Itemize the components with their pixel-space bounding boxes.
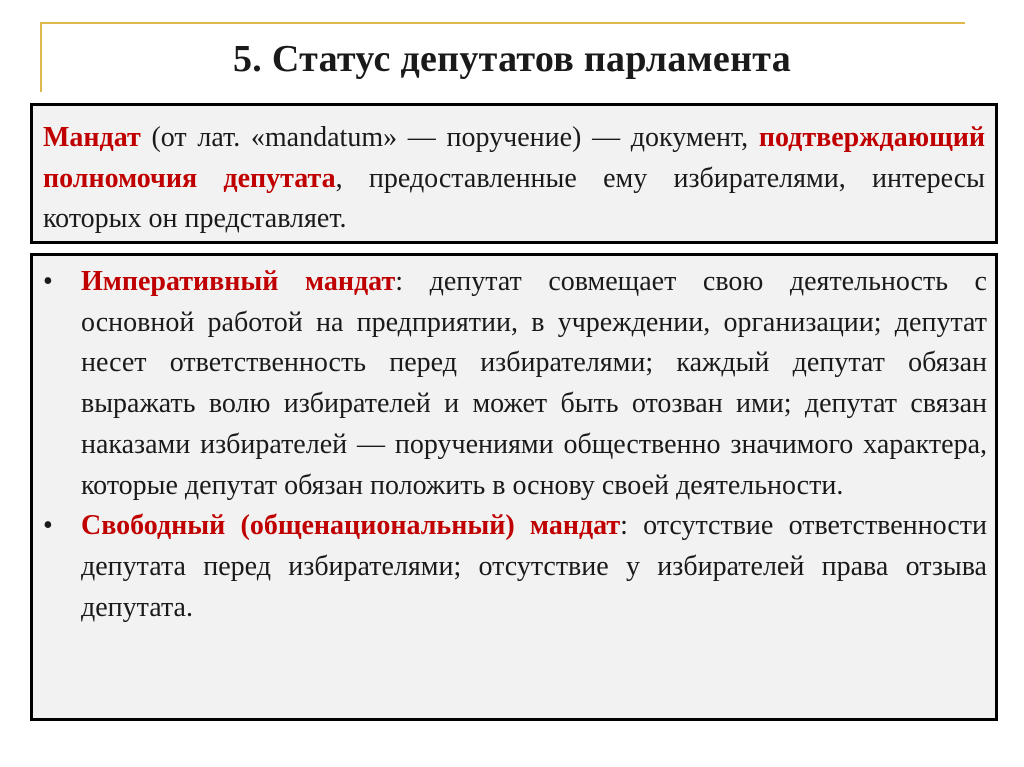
bullet-term: Свободный (общенациональный) мандат xyxy=(81,510,621,542)
definition-term: Мандат xyxy=(43,122,141,153)
title-rule-top xyxy=(40,22,965,24)
bullet-marker: • xyxy=(43,510,53,542)
definition-box xyxy=(30,103,998,244)
bullet-text: : депутат совмещает свою деятельность с основной работой на предприятии, в учреждении, организации; депутат несет ответственность перед избирателями; каждый депутат обязан выражать волю избирателей и может быть отозван ими; депутат связан наказами избирателей — поручениями общественно значимого характера, которые депутат обязан положить в основу своей деятельности. xyxy=(81,266,987,501)
bullet-text: : отсутствие ответственности депутата перед избирателями; отсутствие у избирателей права отзыва депутата. xyxy=(81,510,987,623)
definition-paragraph xyxy=(43,118,985,240)
definition-text-1: (от лат. «mandatum» — поручение) — документ, xyxy=(140,122,759,153)
definition-text-2: , предоставленные ему избирателями, интересы которых он представляет. xyxy=(43,162,985,234)
bullet-term: Императивный мандат xyxy=(81,266,396,297)
slide-title: 5. Статус депутатов парламента xyxy=(233,38,791,80)
mandate-types-box xyxy=(30,253,998,721)
bullet-marker: • xyxy=(43,266,53,297)
bullet-free-mandate xyxy=(43,506,987,628)
definition-highlight: подтверждающий полномочия депутата xyxy=(43,122,985,194)
bullet-imperative-mandate xyxy=(43,262,987,506)
